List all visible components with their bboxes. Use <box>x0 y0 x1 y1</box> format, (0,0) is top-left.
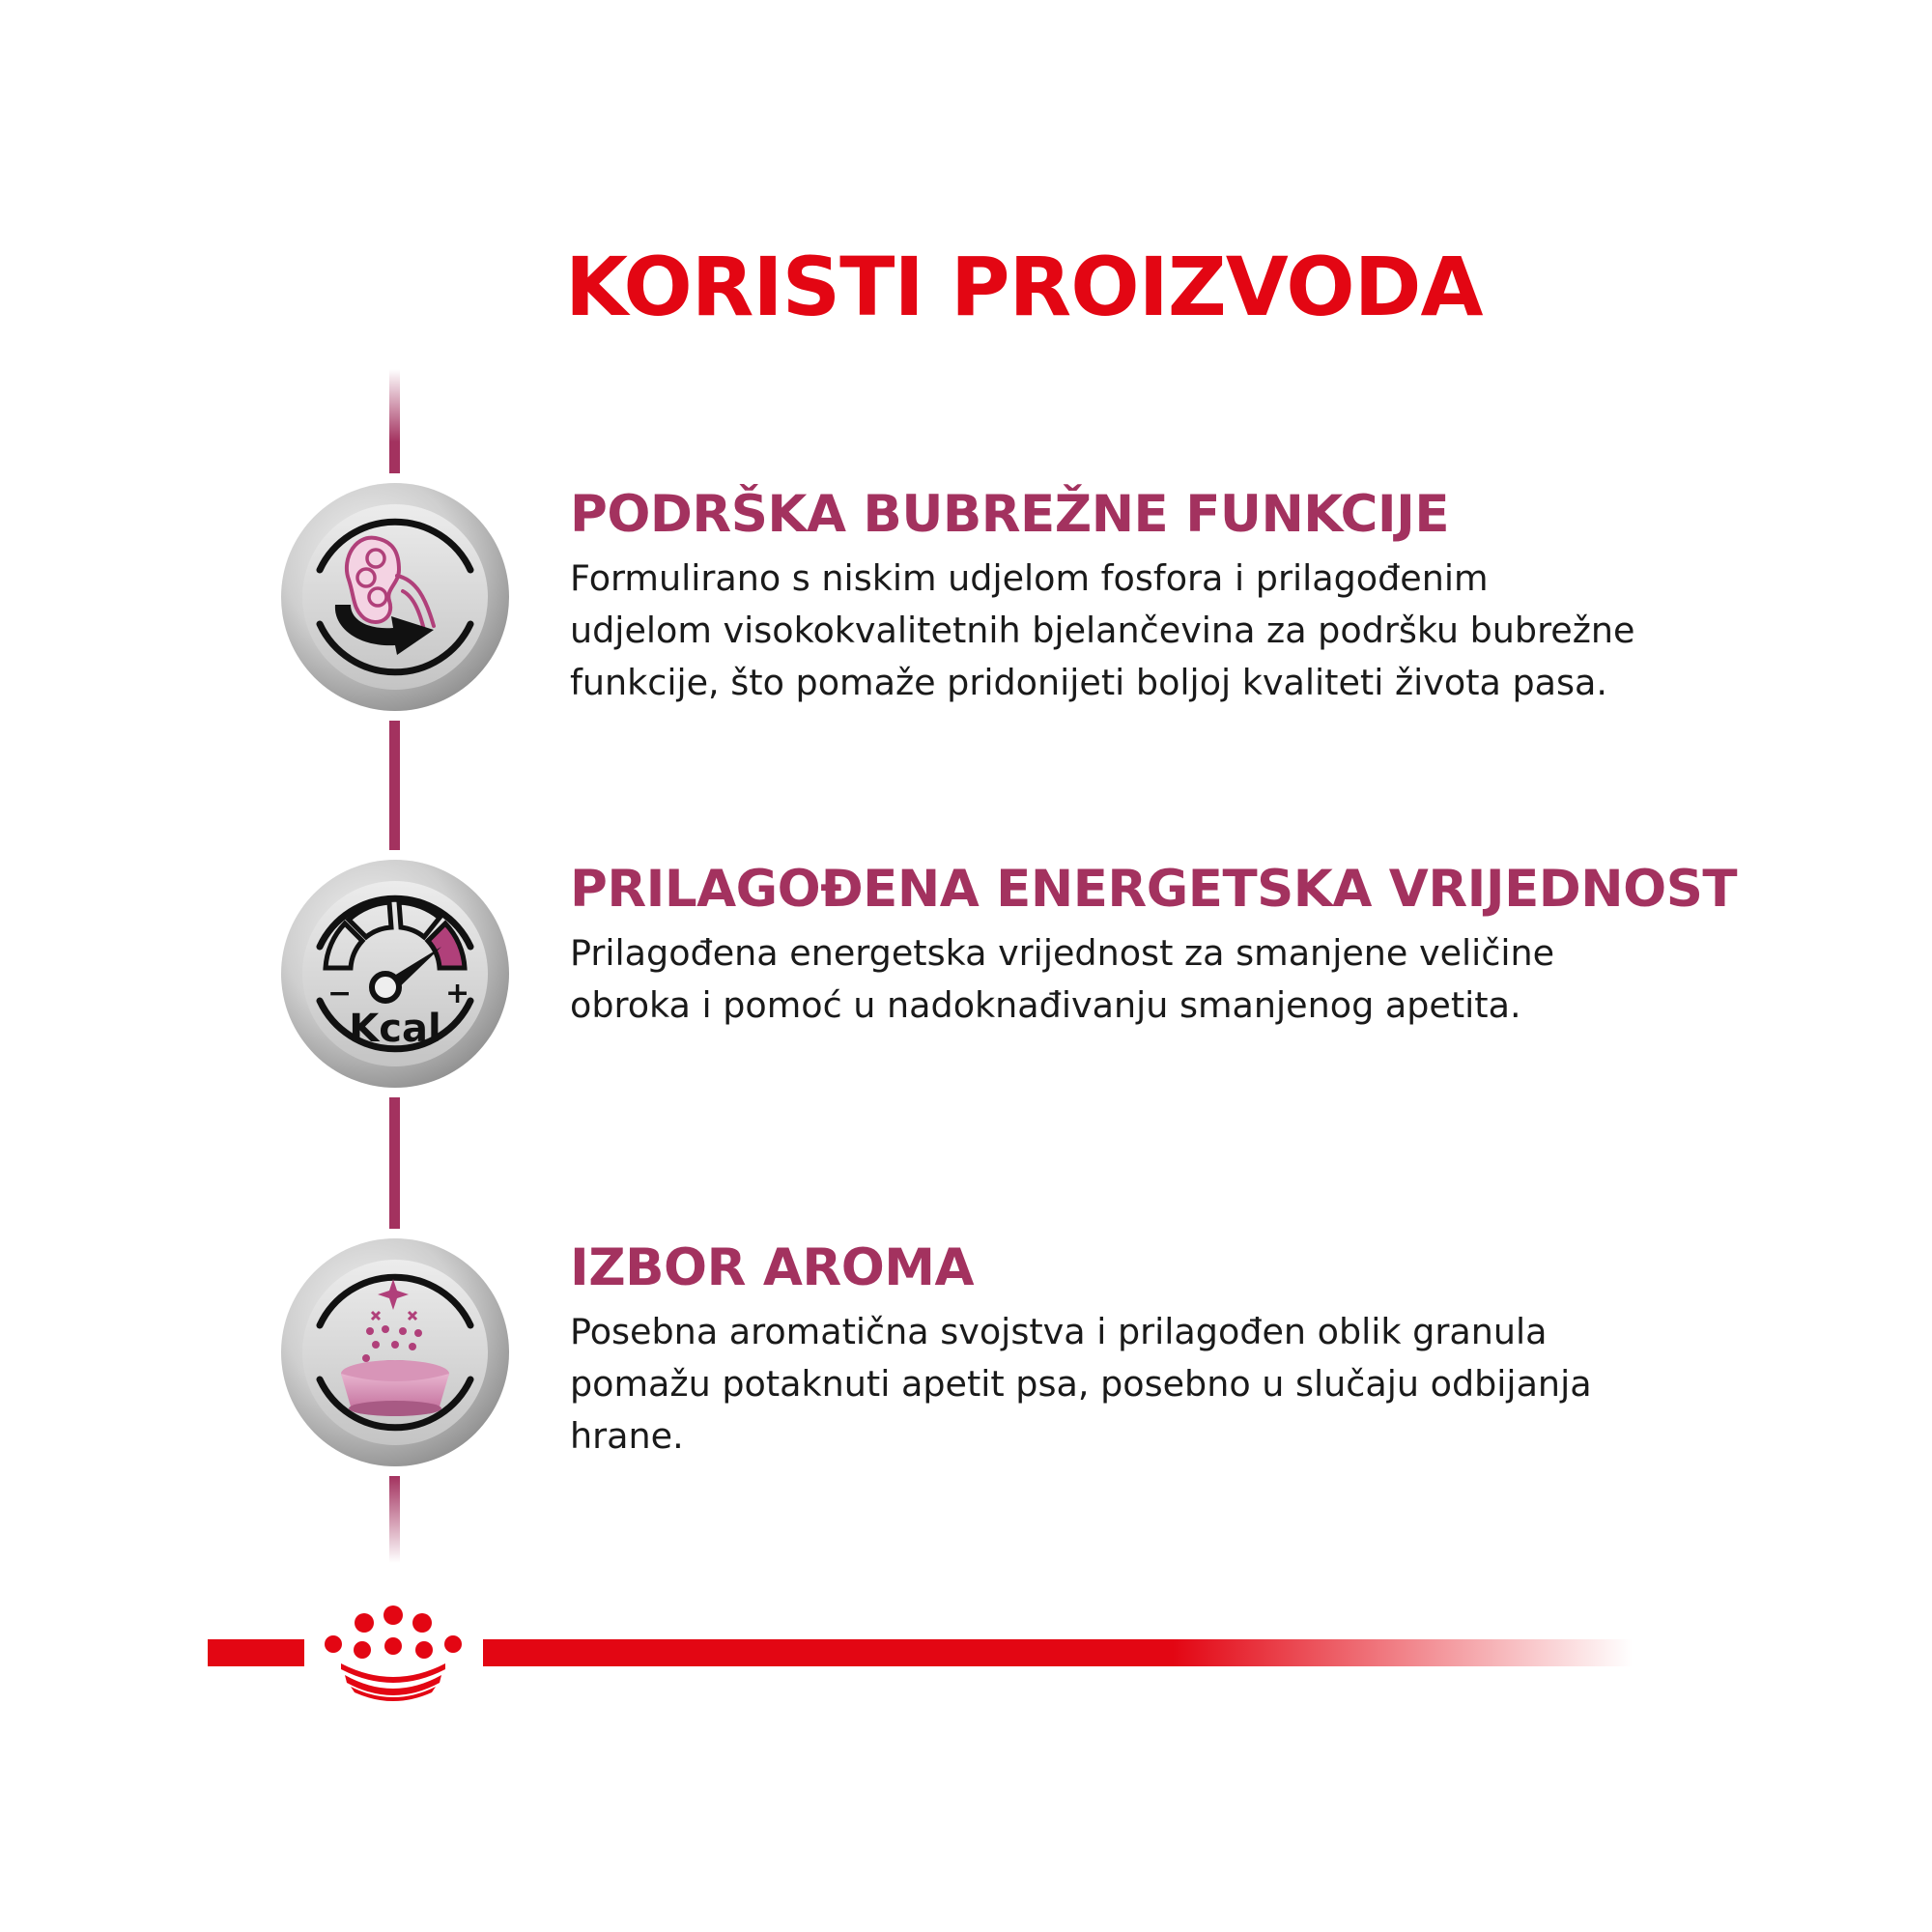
benefit-description <box>570 1306 1710 1463</box>
gauge-minus-label: − <box>327 977 353 1010</box>
page-title: KORISTI PROIZVODA <box>565 240 1483 334</box>
benefit-line: obroka i pomoć u nadoknađivanju smanjenog apetita. <box>570 984 1521 1027</box>
benefit-aroma-choice <box>570 1240 1710 1463</box>
aroma-bowl-icon <box>281 1238 509 1466</box>
kcal-gauge-icon <box>281 860 509 1088</box>
benefit-line: pomažu potaknuti apetit psa, posebno u slučaju odbijanja <box>570 1363 1592 1406</box>
benefit-line: funkcije, što pomaže pridonijeti boljoj kvaliteti života pasa. <box>570 662 1608 704</box>
benefit-line: Posebna aromatična svojstva i prilagođen oblik granula <box>570 1311 1548 1353</box>
benefit-description <box>570 927 1710 1032</box>
benefit-heading: IZBOR AROMA <box>570 1238 975 1297</box>
benefit-description <box>570 553 1710 709</box>
timeline-segment-top <box>389 369 400 473</box>
timeline-segment-bottom <box>389 1476 400 1563</box>
benefit-line: Prilagođena energetska vrijednost za smanjene veličine <box>570 932 1555 975</box>
gauge-plus-label: + <box>445 977 470 1010</box>
brand-bar-right <box>483 1639 1633 1666</box>
benefit-heading: PRILAGOĐENA ENERGETSKA VRIJEDNOST <box>570 860 1738 919</box>
benefit-line: hrane. <box>570 1415 684 1458</box>
kcal-label: Kcal <box>349 1007 441 1051</box>
royal-canin-crown-icon <box>316 1602 470 1708</box>
benefit-kidney-support <box>570 487 1710 709</box>
benefit-line: udjelom visokokvalitetnih bjelančevina za podršku bubrežne <box>570 610 1635 652</box>
benefit-line: Formulirano s niskim udjelom fosfora i prilagođenim <box>570 557 1489 600</box>
benefit-energy-value <box>570 860 1738 1032</box>
brand-bar-left <box>208 1639 304 1666</box>
timeline-segment <box>389 721 400 850</box>
kidney-arrow-icon <box>281 483 509 711</box>
timeline-segment <box>389 1097 400 1229</box>
benefit-heading: PODRŠKA BUBREŽNE FUNKCIJE <box>570 485 1450 544</box>
